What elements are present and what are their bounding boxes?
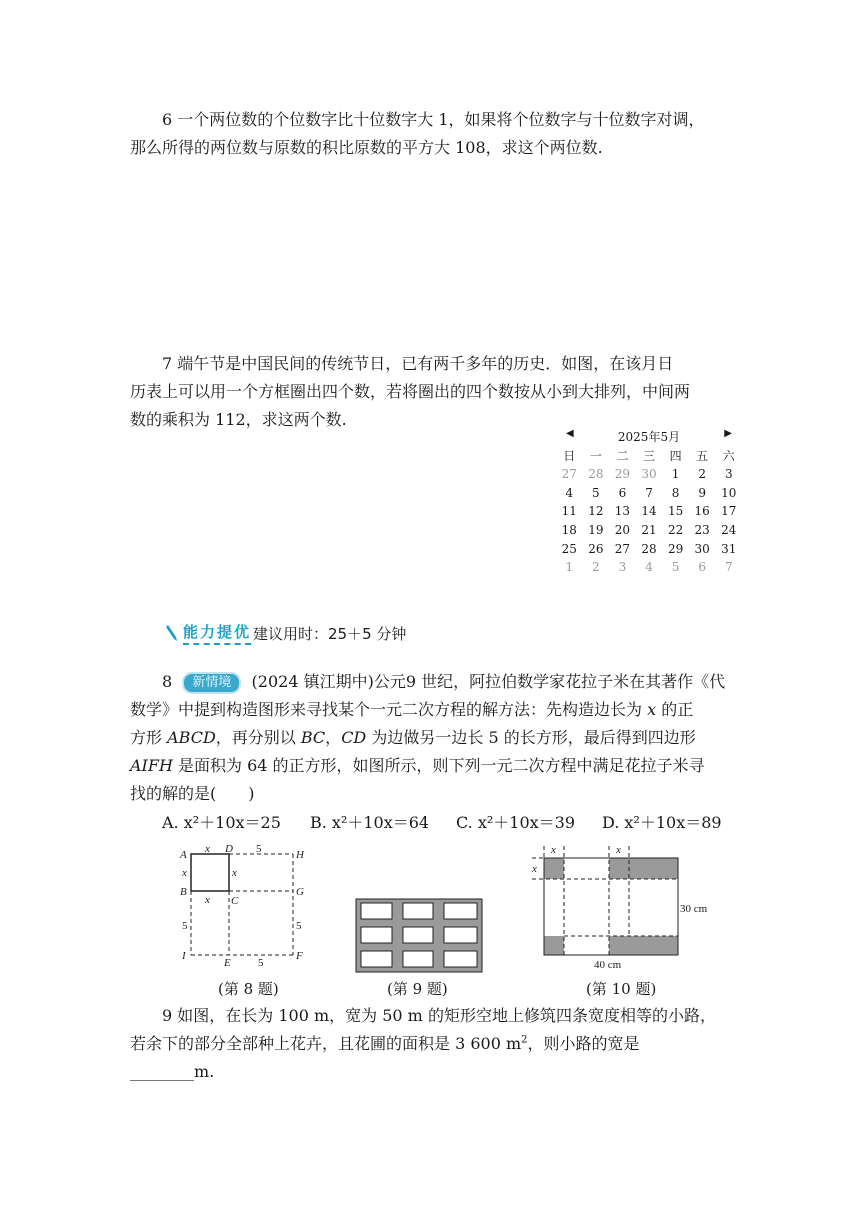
square-abcd — [191, 854, 229, 891]
text: CD — [341, 728, 367, 747]
text: 若余下的部分全部种上花卉，且花圃的面积是 3 600 m — [130, 1034, 522, 1053]
calendar-title: 2025年5月 — [617, 430, 681, 444]
calendar-day: 28 — [588, 467, 604, 482]
fig10-label: x — [616, 844, 621, 856]
calendar-day: 13 — [614, 504, 631, 519]
fig8-label: 5 — [182, 920, 188, 932]
fig8-label: x — [205, 843, 210, 855]
calendar-day: 25 — [561, 541, 577, 556]
text: x — [647, 700, 657, 719]
calendar-day: 29 — [614, 467, 631, 482]
calendar-day: 23 — [694, 523, 710, 538]
pen-icon — [165, 624, 179, 642]
fig8-label: x — [205, 894, 210, 906]
fig8-label: x — [232, 867, 237, 879]
q7-line3: 数的乘积为 112，求这两个数. — [130, 410, 347, 429]
fig10-caption: (第 10 题) — [586, 980, 657, 998]
text: 方形 — [130, 728, 168, 747]
weekday: 六 — [722, 448, 735, 463]
calendar-day: 1 — [671, 467, 680, 482]
calendar-day: 6 — [618, 485, 627, 500]
calendar-day: 4 — [645, 560, 653, 575]
calendar-day: 7 — [645, 485, 653, 500]
weekday-row — [556, 446, 742, 465]
calendar-week — [556, 502, 742, 521]
calendar-day: 24 — [721, 523, 737, 538]
q6-line2: 那么所得的两位数与原数的积比原数的平方大 108，求这个两位数. — [130, 138, 603, 157]
fig8-label: 5 — [296, 920, 302, 932]
calendar-day: 18 — [561, 523, 577, 538]
calendar-week — [556, 539, 742, 558]
fig8-label: A — [180, 849, 187, 861]
text: ABCD — [167, 728, 216, 747]
fig10-label: 40 cm — [594, 959, 622, 971]
calendar-day: 17 — [721, 504, 737, 519]
figure-10 — [528, 842, 718, 972]
fig8-label: 5 — [258, 957, 264, 969]
figure-9 — [355, 898, 483, 973]
calendar-day: 29 — [667, 541, 684, 556]
fig8-label: E — [224, 957, 231, 969]
calendar-day: 31 — [721, 541, 737, 556]
calendar-day: 12 — [588, 504, 604, 519]
next-month-icon: ▶ — [724, 428, 732, 439]
fig8-label: D — [225, 843, 233, 855]
text: ， — [325, 728, 342, 747]
weekday: 日 — [563, 448, 576, 463]
calendar-day: 26 — [588, 541, 604, 556]
calendar-day: 14 — [641, 504, 657, 519]
q7-line2: 历表上可以用一个方框圈出四个数，若将圈出的四个数按从小到大排列，中间两 — [130, 382, 691, 401]
calendar — [556, 428, 742, 577]
q8-option-b: B. x²＋10x＝64 — [310, 813, 430, 832]
calendar-week — [556, 521, 742, 540]
text: BC — [300, 728, 326, 747]
q8-option-d: D. x²＋10x＝89 — [602, 813, 722, 832]
fig8-label: I — [182, 950, 186, 962]
fig8-label: C — [231, 895, 239, 907]
q7-line1: 7 端午节是中国民间的传统节日，已有两千多年的历史．如图，在该月日 — [162, 354, 674, 373]
prev-month-icon: ◀ — [566, 428, 574, 439]
new-context-badge: 新情境 — [182, 672, 241, 694]
q8-option-c: C. x²＋10x＝39 — [456, 813, 576, 832]
calendar-day: 11 — [561, 504, 577, 519]
calendar-day: 8 — [671, 485, 680, 500]
figure-8 — [176, 842, 316, 972]
fig8-label: B — [180, 886, 187, 898]
calendar-day: 15 — [667, 504, 684, 519]
calendar-day: 9 — [698, 485, 706, 500]
q9-line2 — [130, 1034, 640, 1054]
calendar-day: 4 — [565, 485, 574, 500]
text: 的正 — [656, 700, 694, 719]
calendar-day: 20 — [614, 523, 631, 538]
fig8-label: F — [296, 950, 303, 962]
section-title: 能力提优 — [183, 621, 251, 645]
text: 是面积为 64 的正方形，如图所示，则下列一元二次方程中满足花拉子米寻 — [172, 756, 705, 775]
weekday: 四 — [669, 448, 682, 463]
q8-source: (2024 镇江期中)公元9 世纪，阿拉伯数学家花拉子米在其著作《代 — [251, 672, 726, 691]
calendar-day: 5 — [671, 560, 680, 575]
calendar-day: 30 — [694, 541, 710, 556]
fig9-caption: (第 9 题) — [387, 980, 448, 998]
section-banner — [165, 622, 406, 644]
calendar-day: 21 — [641, 523, 657, 538]
q8-line3 — [130, 728, 696, 748]
q8-line4 — [130, 756, 705, 776]
calendar-day: 5 — [592, 485, 600, 500]
fig10-label: x — [532, 863, 537, 875]
fig8-label: H — [296, 849, 304, 861]
fig10-label: x — [551, 844, 556, 856]
q9-answer-blank[interactable]: ________m. — [130, 1062, 215, 1081]
q8-line2 — [130, 700, 693, 720]
calendar-day: 2 — [698, 467, 706, 482]
weekday: 二 — [616, 448, 629, 463]
text: AIFH — [130, 756, 173, 775]
q6-line1: 6 一个两位数的个位数字比十位数字大 1，如果将个位数字与十位数字对调， — [162, 110, 705, 129]
q8-line1 — [162, 672, 725, 694]
q9-line1: 9 如图，在长为 100 m，宽为 50 m 的矩形空地上修筑四条宽度相等的小路， — [162, 1006, 716, 1025]
text: ，再分别以 — [215, 728, 301, 747]
calendar-header — [556, 428, 742, 446]
calendar-day: 7 — [724, 560, 733, 575]
weekday: 三 — [643, 448, 656, 463]
calendar-week — [556, 558, 742, 577]
q8-line5: 找的解的是( ) — [130, 784, 255, 803]
calendar-day: 16 — [694, 504, 710, 519]
calendar-day: 3 — [618, 560, 627, 575]
weekday: 一 — [589, 448, 602, 463]
recommended-time: 建议用时：25＋5 分钟 — [253, 624, 407, 643]
fig8-label: 5 — [256, 843, 262, 855]
fig8-label: x — [182, 867, 187, 879]
fig10-label: 30 cm — [680, 903, 708, 915]
weekday: 五 — [696, 448, 709, 463]
fig8-caption: (第 8 题) — [218, 980, 279, 998]
q8-option-a: A. x²＋10x＝25 — [162, 813, 281, 832]
calendar-day: 1 — [565, 560, 574, 575]
text: ，则小路的宽是 — [527, 1034, 640, 1053]
fig8-label: G — [296, 886, 304, 898]
q8-number: 8 — [162, 672, 173, 691]
calendar-week — [556, 465, 742, 484]
calendar-week — [556, 483, 742, 502]
calendar-day: 30 — [641, 467, 657, 482]
calendar-day: 19 — [588, 523, 604, 538]
calendar-day: 10 — [721, 485, 737, 500]
text: 数学》中提到构造图形来寻找某个一元二次方程的解方法：先构造边长为 — [130, 700, 648, 719]
calendar-day: 27 — [614, 541, 631, 556]
calendar-day: 3 — [724, 467, 733, 482]
superscript: 2 — [521, 1034, 528, 1046]
calendar-day: 6 — [698, 560, 706, 575]
calendar-day: 28 — [641, 541, 657, 556]
calendar-day: 2 — [592, 560, 600, 575]
calendar-day: 22 — [667, 523, 684, 538]
calendar-day: 27 — [561, 467, 577, 482]
text: 为边做另一边长 5 的长方形，最后得到四边形 — [366, 728, 696, 747]
